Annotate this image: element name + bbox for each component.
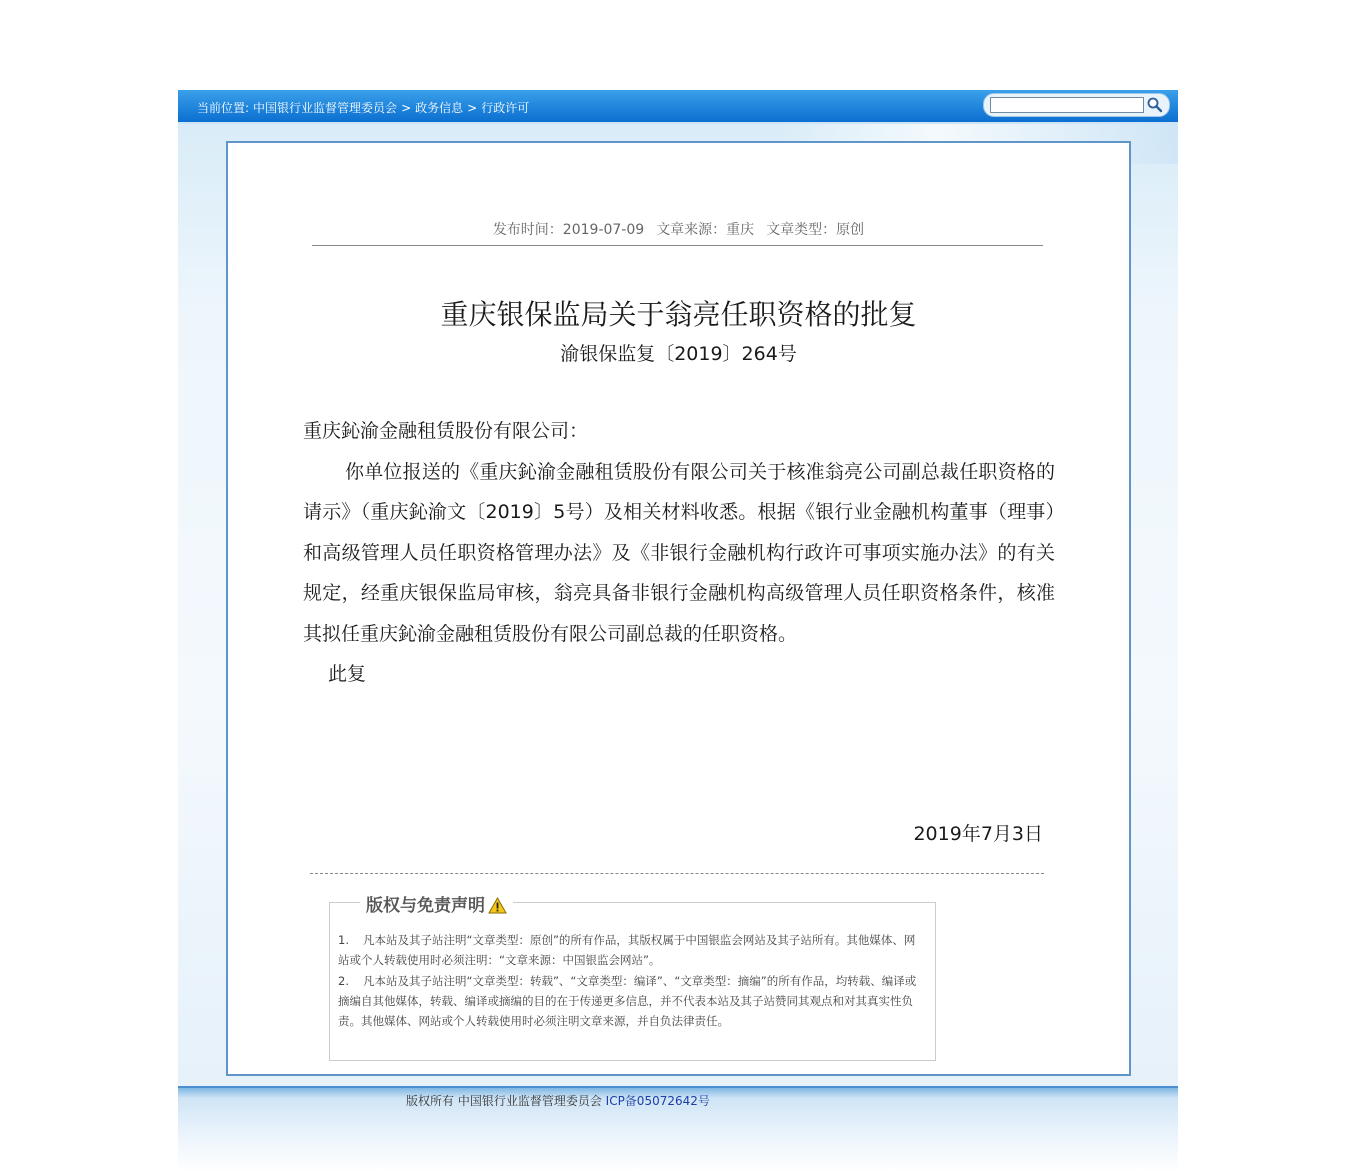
disclaimer-item-text: 凡本站及其子站注明“文章类型：原创”的所有作品，其版权属于中国银监会网站及其子站所有。其他媒体、网站或个人转载使用时必须注明：“文章来源：中国银监会网站”。 <box>338 933 916 968</box>
warning-icon <box>488 897 507 919</box>
article-content <box>226 141 1131 1076</box>
footer-copyright: 版权所有 中国银行业监督管理委员会 <box>406 1094 602 1108</box>
body-paragraph: 你单位报送的《重庆鈊渝金融租赁股份有限公司关于核准翁亮公司副总裁任职资格的请示》（重庆鈊渝文〔2019〕5号）及相关材料收悉。根据《银行业金融机构董事（理事）和高级管理人员任职资格管理办法》及《非银行金融机构行政许可事项实施办法》的有关规定，经重庆银保监局审核，翁亮具备非银行金融机构高级管理人员任职资格条件，核准其拟任重庆鈊渝金融租赁股份有限公司副总裁的任职资格。 <box>303 460 1055 645</box>
icp-link[interactable]: ICP备05072642号 <box>605 1094 710 1108</box>
disclaimer-box <box>329 896 936 1061</box>
meta-divider <box>312 245 1043 246</box>
breadcrumb <box>197 99 533 116</box>
disclaimer-item-text: 凡本站及其子站注明“文章类型：转载”、“文章类型：编译”、“文章类型：摘编”的所有作品，均转载、编译或摘编自其他媒体，转载、编译或摘编的目的在于传递更多信息，并不代表本站及其子站赞同其观点和对其真实性负责。其他媒体、网站或个人转载使用时必须注明文章来源，并自负法律责任。 <box>338 973 917 1029</box>
article-meta <box>228 219 1129 239</box>
search-box <box>983 93 1170 117</box>
disclaimer-item-number: 2. <box>338 973 349 988</box>
article-source: 文章来源：重庆 <box>656 222 755 238</box>
breadcrumb-separator: > <box>401 101 412 115</box>
document-date: 2019年7月3日 <box>913 823 1043 845</box>
disclaimer-item <box>338 971 918 1032</box>
breadcrumb-item-admin-license[interactable]: 行政许可 <box>481 101 530 115</box>
search-input[interactable] <box>990 97 1144 113</box>
top-nav-bar <box>178 90 1178 124</box>
document-number: 渝银保监复〔2019〕264号 <box>560 343 797 365</box>
document-title: 重庆银保监局关于翁亮任职资格的批复 <box>440 298 917 331</box>
search-button[interactable] <box>1146 96 1164 114</box>
footer <box>178 1086 1178 1172</box>
disclaimer-title: 版权与免责声明 <box>366 896 485 916</box>
closing-text: 此复 <box>328 663 367 685</box>
search-icon <box>1146 96 1164 114</box>
document-body <box>303 411 1055 695</box>
footer-text <box>406 1092 710 1109</box>
breadcrumb-item-gov-info[interactable]: 政务信息 <box>415 101 464 115</box>
disclaimer-list <box>338 930 918 1031</box>
page-frame <box>178 90 1178 1170</box>
disclaimer-heading <box>360 891 513 919</box>
disclaimer-item <box>338 930 918 971</box>
article-type: 文章类型：原创 <box>766 222 865 238</box>
breadcrumb-item-cbrc[interactable]: 中国银行业监督管理委员会 <box>253 101 398 115</box>
breadcrumb-separator: > <box>467 101 478 115</box>
disclaimer-item-number: 1. <box>338 933 349 947</box>
addressee: 重庆鈊渝金融租赁股份有限公司： <box>303 420 589 442</box>
breadcrumb-prefix: 当前位置: <box>197 101 250 115</box>
publish-time: 发布时间：2019-07-09 <box>492 222 645 238</box>
dashed-divider <box>310 873 1044 874</box>
